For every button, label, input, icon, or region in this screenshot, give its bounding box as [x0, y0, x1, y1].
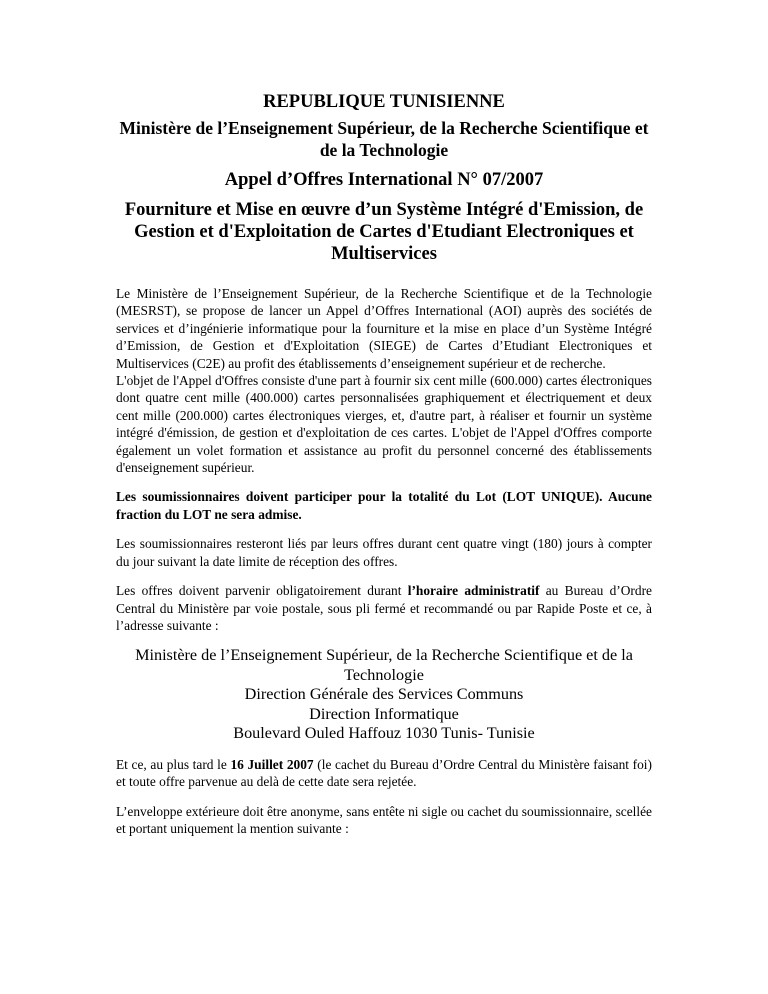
deadline-text-start: Et ce, au plus tard le — [116, 756, 231, 772]
tender-number-heading: Appel d’Offres International N° 07/2007 — [224, 170, 544, 190]
deadline-date: 16 Juillet 2007 — [230, 756, 314, 772]
address-line-direction-informatique: Direction Informatique — [309, 704, 459, 723]
tender-subject-heading: Fourniture et Mise en œuvre d’un Système Intégré d'Emission, de Gestion et d'Exploitation de Cartes d'Etudiant Electroniques et Multiservices — [124, 200, 644, 264]
address-line-street: Boulevard Ouled Haffouz 1030 Tunis- Tunisie — [233, 724, 535, 743]
postal-address — [116, 646, 652, 744]
deadline-paragraph — [116, 756, 652, 791]
validity-paragraph: Les soumissionnaires resteront liés par leurs offres durant cent quatre vingt (180) jours à compter du jour suivant la date limite de réception des offres. — [116, 536, 652, 569]
address-line-direction-generale: Direction Générale des Services Communs — [244, 685, 524, 704]
republic-heading: REPUBLIQUE TUNISIENNE — [263, 92, 505, 112]
delivery-text-start: Les offres doivent parvenir obligatoirement durant — [116, 583, 408, 599]
object-paragraph: L'objet de l'Appel d'Offres consiste d'une part à fournir six cent mille (600.000) cartes électroniques dont quatre cent mille (400.000) cartes personnalisées graphiquement et électriquement et deux cent mille (200.000) cartes électroniques vierges, et, d'autre part, à réaliser et fournir un système intégré d'émission, de gestion et d'exploitation de ces cartes. L'objet de l'Appel d'Offres comporte également un volet formation et assistance au profit du personnel concerné des établissements d'enseignement supérieur. — [116, 373, 652, 476]
administrative-hours-text: l’horaire administratif — [407, 583, 540, 599]
ministry-heading: Ministère de l’Enseignement Supérieur, de la Recherche Scientifique et de la Technologie — [119, 118, 649, 160]
delivery-text-end: au Bureau d’Ordre Central du Ministère par voie postale, sous pli fermé et recommandé ou par Rapide Poste et ce, à l’adresse suivante : — [116, 583, 652, 633]
address-line-ministry: Ministère de l’Enseignement Supérieur, de la Recherche Scientifique et de la Technologie — [135, 646, 633, 684]
deadline-text-end: (le cachet du Bureau d’Ordre Central du Ministère faisant foi) et toute offre parvenue au delà de cette date sera rejetée. — [116, 756, 652, 790]
envelope-paragraph: L’enveloppe extérieure doit être anonyme, sans entête ni sigle ou cachet du soumissionnaire, scellée et portant uniquement la mention suivante : — [116, 803, 652, 837]
intro-paragraph: Le Ministère de l’Enseignement Supérieur, de la Recherche Scientifique et de la Technologie (MESRST), se propose de lancer un Appel d’Offres International (AOI) auprès des sociétés de services et d’ingénierie informatique pour la fourniture et la mise en place d’un Système Intégré d’Emission, de Gestion et d'Exploitation (SIEGE) de Cartes d’Etudiant Electroniques et Multiservices (C2E) au profit des établissements d’enseignement supérieur et de recherche. — [116, 286, 652, 371]
delivery-paragraph — [116, 582, 652, 634]
lot-notice-paragraph: Les soumissionnaires doivent participer pour la totalité du Lot (LOT UNIQUE). Aucune fraction du LOT ne sera admise. — [116, 489, 652, 522]
